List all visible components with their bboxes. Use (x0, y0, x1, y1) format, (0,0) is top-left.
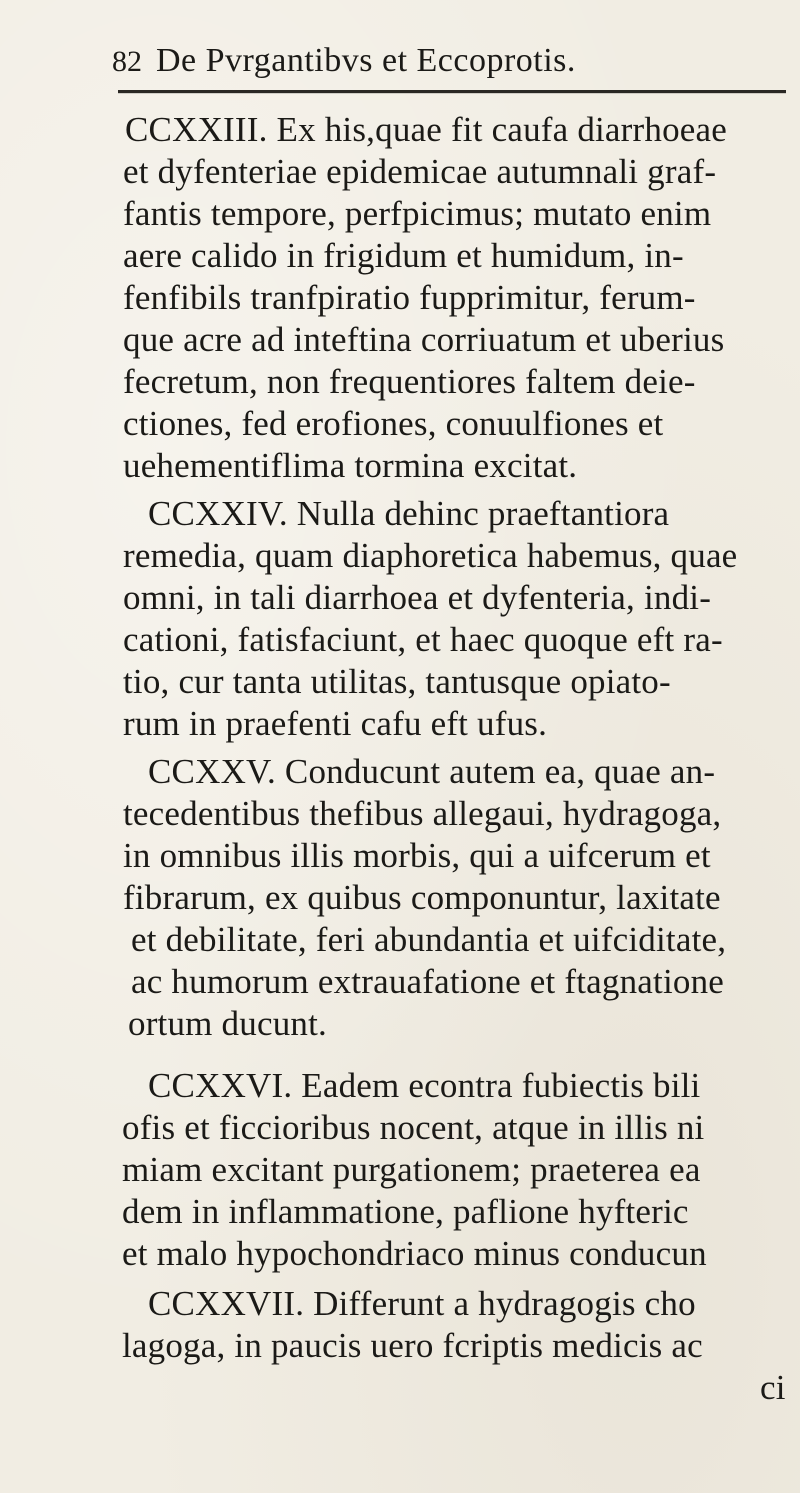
text-line: tio, cur tanta utilitas, tantusque opiato- (123, 662, 671, 701)
text-line: in omnibus illis morbis, qui a uifcerum et (123, 836, 711, 875)
text-line: CCXXV. Conducunt autem ea, quae an- (148, 752, 716, 791)
text-line: CCXXIV. Nulla dehinc praeftantiora (148, 494, 670, 533)
text-line: fenfibils tranfpiratio fupprimitur, ferum- (123, 278, 696, 317)
text-line: tecedentibus thefibus allegaui, hydragoga, (123, 794, 722, 833)
text-line: dem in inflammatione, paflione hyfteric (122, 1192, 689, 1231)
text-line: fantis tempore, perfpicimus; mutato enim (123, 194, 712, 233)
text-line: ac humorum extrauafatione et ftagnatione (131, 962, 725, 1001)
running-title: De Pvrgantibvs et Eccoprotis. (156, 42, 576, 79)
text-line: miam excitant purgationem; praeterea ea (122, 1150, 701, 1189)
text-line: uehementiflima tormina excitat. (123, 446, 578, 485)
text-line: remedia, quam diaphoretica habemus, quae (123, 536, 738, 575)
text-line: ctiones, fed erofiones, conuulfiones et (123, 404, 664, 443)
text-line: que acre ad inteftina corriuatum et uberius (123, 320, 725, 359)
text-line: ortum ducunt. (128, 1004, 327, 1043)
text-line: ofis et ficcioribus nocent, atque in illis ni (122, 1108, 705, 1147)
page-number: 82 (112, 45, 142, 78)
text-line: et malo hypochondriaco minus conducun (122, 1234, 707, 1273)
text-line: et dyfenteriae epidemicae autumnali graf- (123, 152, 717, 191)
text-line: et debilitate, feri abundantia et uifciditate, (131, 920, 727, 959)
text-line: aere calido in frigidum et humidum, in- (123, 236, 684, 275)
text-line: omni, in tali diarrhoea et dyfenteria, indi- (123, 578, 712, 617)
text-line: cationi, fatisfaciunt, et haec quoque eft ra- (123, 620, 723, 659)
text-line: lagoga, in paucis uero fcriptis medicis ac (122, 1326, 703, 1365)
text-line: fibrarum, ex quibus componuntur, laxitate (123, 878, 721, 917)
text-line: ci (760, 1368, 786, 1407)
text-line: CCXXIII. Ex his,quae fit caufa diarrhoeae (125, 110, 727, 149)
text-line: CCXXVII. Differunt a hydragogis cho (148, 1284, 696, 1323)
text-line: fecretum, non frequentiores faltem deie- (123, 362, 696, 401)
text-line: rum in praefenti cafu eft ufus. (123, 704, 548, 743)
text-line: CCXXVI. Eadem econtra fubiectis bili (148, 1066, 701, 1105)
